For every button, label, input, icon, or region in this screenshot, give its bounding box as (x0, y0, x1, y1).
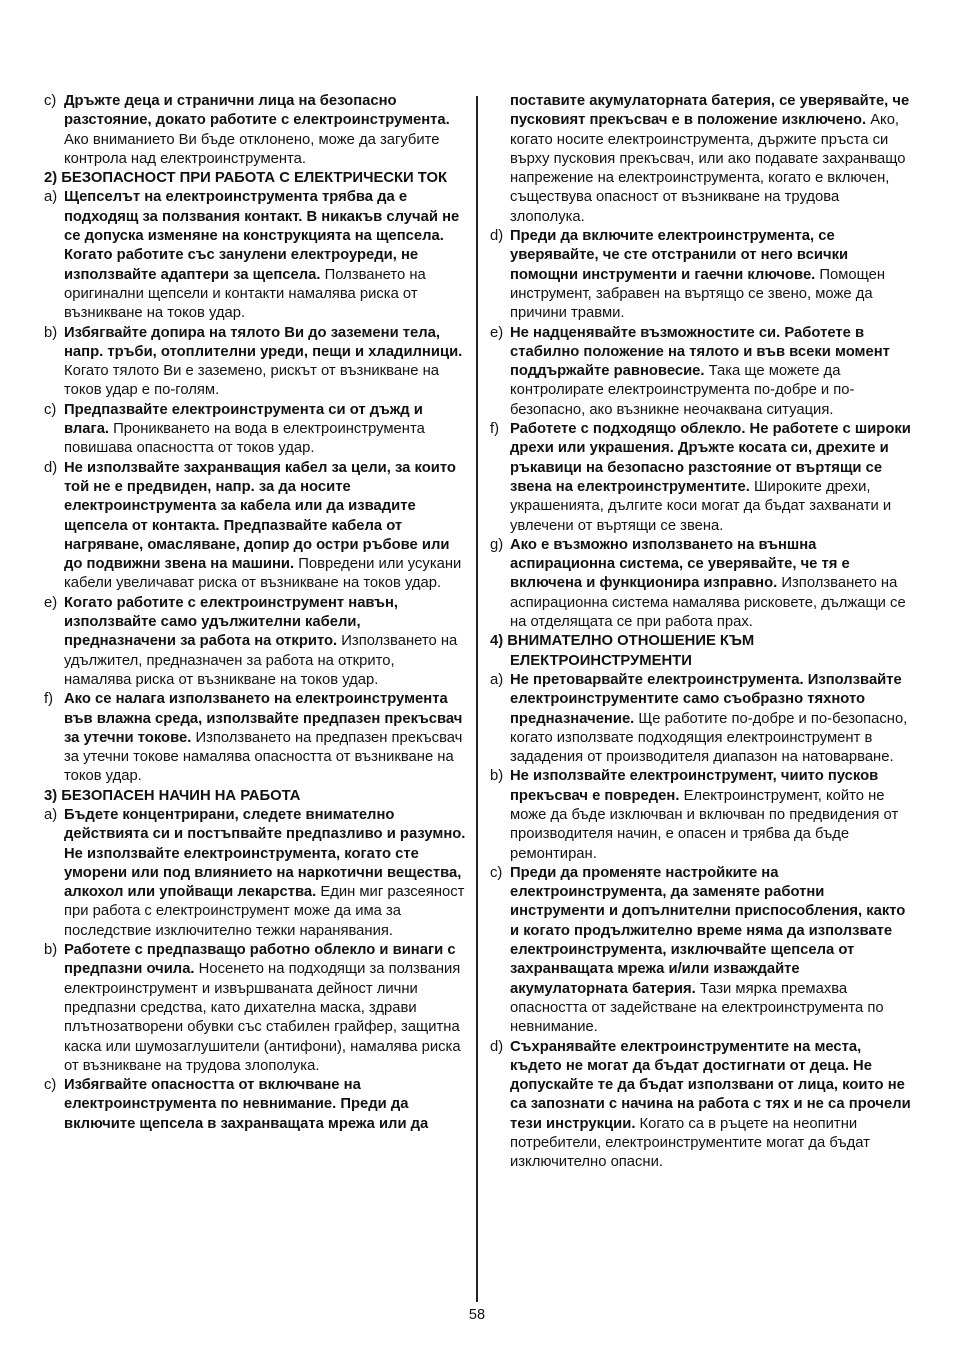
item-marker: b) (44, 324, 58, 341)
explanation-text: Електроинструмент, който не може да бъде изключван и включван по предвидения от производителя начин, е опасен и трябва да бъде ремонтиран. (510, 787, 899, 862)
warning-bold-text: Преди да включите електроинструмента, се уверявайте, че сте отстранили от него всички помощни инструменти и гаечни ключове. (510, 228, 849, 283)
list-item (44, 92, 466, 169)
explanation-text: Ползването на оригинални щепсели и контакти намалява риска от възникване на токов удар. (64, 266, 426, 322)
explanation-text: Така ще можете да контролирате електроинструмента по-добре и по-безопасно, ако възникне неочаквана ситуация. (510, 363, 855, 418)
list-item (490, 864, 914, 1038)
explanation-text: Един миг разсеяност при работа с електроинструмент може да има за последствие изключително тежки наранявания. (64, 884, 465, 939)
item-marker: a) (44, 806, 58, 823)
item-marker: c) (490, 864, 503, 881)
explanation-text: Използването на предпазен прекъсвач за утечни токове намалява опасността от възникване на токов удар. (64, 729, 463, 785)
list-item (490, 324, 914, 420)
list-item (44, 941, 466, 1076)
page-number: 58 (468, 1307, 486, 1323)
explanation-text: Когато са в ръцете на неопитни потребители, електроинструментите могат да бъдат изключително опасни. (510, 1115, 870, 1171)
list-item (44, 401, 466, 459)
list-item (44, 690, 466, 786)
right-column (490, 92, 914, 1173)
item-marker: f) (44, 691, 54, 708)
warning-bold-text: Избягвайте опасността от включване на електроинструмента по невнимание. Преди да включите щепсела в захранващата мрежа или да (64, 1077, 429, 1132)
explanation-text: Помощен инструмент, забравен на въртящо се звено, може да причини травми. (510, 266, 886, 322)
list-item (44, 459, 466, 594)
explanation-text: Ако вниманието Ви бъде отклонено, може да загубите контрола над електроинструмента. (64, 131, 440, 167)
explanation-text: Използването на удължител, предназначен за работа на открито, намалява риска от възникване на токов удар. (64, 633, 458, 688)
list-item-continuation (490, 92, 914, 227)
warning-bold-text: Ако е възможно използването на външна аспирационна система, се уверявайте, че тя е включена и функционира изправно. (510, 536, 850, 592)
warning-bold-text: Когато работите с електроинструмент навън, използвайте само удължителни кабели, предназначени за работа на открито. (64, 594, 398, 650)
item-marker: e) (44, 594, 58, 611)
list-item (490, 1038, 914, 1173)
list-item (44, 806, 466, 941)
warning-bold-text: Бъдете концентрирани, следете внимателно действията си и постъпвайте предпазливо и разумно. Не използвайте електроинструмента, когато сте уморени или под влиянието на наркотични вещества, алкохол или упойващи лекарства. (64, 806, 466, 901)
warning-bold-text: Избягвайте допира на тялото Ви до заземени тела, напр. тръби, отоплителни уреди, пещи и хладилници. (64, 324, 463, 360)
item-marker: d) (490, 1038, 504, 1055)
explanation-text: Повредени или усукани кабели увеличават риска от възникване на токов удар. (64, 556, 462, 592)
item-marker: b) (490, 768, 504, 785)
item-marker: c) (44, 93, 57, 109)
item-marker: d) (44, 459, 58, 476)
explanation-text: Проникването на вода в електроинструмента повишава опасността от токов удар. (64, 421, 425, 457)
column-divider (476, 96, 478, 1302)
explanation-text: Ще работите по-добре и по-безопасно, когато използвате подходящия електроинструмент в зададения от производителя диапазон на натоварване. (510, 710, 908, 766)
list-item (44, 188, 466, 323)
warning-bold-text: Преди да променяте настройките на електроинструмента, да заменяте работни инструменти и допълнителни приспособления, както и когато продължително време няма да използвате електроинструмента, изключвайте щепсела от захранващата мрежа и/или изваждайте акумулаторната батерия. (510, 864, 906, 997)
explanation-text: Широките дрехи, украшенията, дългите коси могат да бъдат захванати и увлечени от въртящи се звена. (510, 478, 892, 534)
explanation-text: Ако, когато носите електроинструмента, държите пръста си върху пусковия прекъсвач, или ако подавате захранващо напрежение на електроинструмента, когато е включен, съществува опасност от възникване на трудова злополука. (510, 112, 906, 225)
warning-bold-text: Съхранявайте електроинструментите на места, където не могат да бъдат достигнати от деца. Не допускайте те да бъдат използвани от лица, които не са запознати с начина на работа с тях и не са прочели тези инструкции. (510, 1038, 911, 1132)
list-item (490, 767, 914, 863)
list-item (44, 1076, 466, 1134)
item-marker: e) (490, 324, 504, 341)
warning-bold-text: Работете с подходящо облекло. Не работете с широки дрехи или украшения. Дръжте косата си, дрехите и ръкавици на безопасно разстояние от въртящи се звена на електроинструментите. (510, 421, 911, 495)
section-heading: 4) ВНИМАТЕЛНО ОТНОШЕНИЕ КЪМ ЕЛЕКТРОИНСТРУМЕНТИ (490, 633, 755, 669)
list-item (490, 420, 914, 536)
warning-bold-text: поставите акумулаторната батерия, се уверявайте, че пусковият прекъсвач е в положение изключено. (510, 93, 910, 129)
warning-bold-text: Не надценявайте възможностите си. Работете в стабилно положение на тялото и във всеки момент поддържайте равновесие. (510, 324, 890, 380)
item-marker: f) (490, 421, 500, 438)
warning-bold-text: Работете с предпазващо работно облекло и винаги с предпазни очила. (64, 942, 456, 978)
left-column (44, 92, 466, 1134)
item-marker: a) (490, 671, 504, 688)
warning-bold-text: Не използвайте захранващия кабел за цели, за които той не е предвиден, напр. за да носите електроинструмента за кабела или да извадите щепсела от контакта. Предпазвайте кабела от нагряване, омасляване, допир до остри ръбове или до подвижни звена на машини. (64, 459, 456, 573)
item-marker: d) (490, 228, 504, 245)
section-heading: 3) БЕЗОПАСЕН НАЧИН НА РАБОТА (44, 787, 301, 804)
section-heading: 2) БЕЗОПАСНОСТ ПРИ РАБОТА С ЕЛЕКТРИЧЕСКИ ТОК (44, 170, 448, 187)
item-marker: c) (44, 1077, 57, 1094)
explanation-text: Тази мярка премахва опасността от задействане на електроинструмента по невнимание. (510, 980, 884, 1036)
warning-bold-text: Не претоварвайте електроинструмента. Използвайте електроинструментите само съобразно тяхното предназначение. (510, 671, 902, 727)
list-item (490, 227, 914, 323)
warning-bold-text: Дръжте деца и странични лица на безопасно разстояние, докато работите с електроинструмента. (64, 93, 450, 129)
warning-bold-text: Не използвайте електроинструмент, чиито пусков прекъсвач е повреден. (510, 768, 879, 804)
warning-bold-text: Щепселът на електроинструмента трябва да е подходящ за ползвания контакт. В никакъв случай не се допуска изменяне на конструкцията на щепсела. Когато работите със занулени електроуреди, не използвайте адаптери за щепсела. (64, 189, 460, 283)
list-item (44, 594, 466, 690)
list-item (490, 671, 914, 767)
list-item (44, 324, 466, 401)
item-marker: c) (44, 401, 57, 418)
explanation-text: Използването на аспирационна система намалява рисковете, дължащи се на отделящата се при работа прах. (510, 575, 906, 631)
list-item (490, 536, 914, 632)
explanation-text: Носенето на подходящи за ползвания електроинструмент и извършваната дейност лични предпазни средства, като дихателна маска, здрави плътнозатворени обувки със стабилен грайфер, защитна каска или шумозаглушители (антифони), намалява риска от възникване на трудова злополука. (64, 961, 461, 1074)
item-marker: g) (490, 536, 504, 553)
item-marker: a) (44, 189, 58, 206)
warning-bold-text: Ако се налага използването на електроинструмента във влажна среда, използвайте предпазен прекъсвач за утечни токове. (64, 691, 463, 746)
explanation-text: Когато тялото Ви е заземено, рискът от възникване на токов удар е по-голям. (64, 363, 439, 399)
warning-bold-text: Предпазвайте електроинструмента си от дъжд и влага. (64, 401, 423, 438)
item-marker: b) (44, 942, 58, 959)
